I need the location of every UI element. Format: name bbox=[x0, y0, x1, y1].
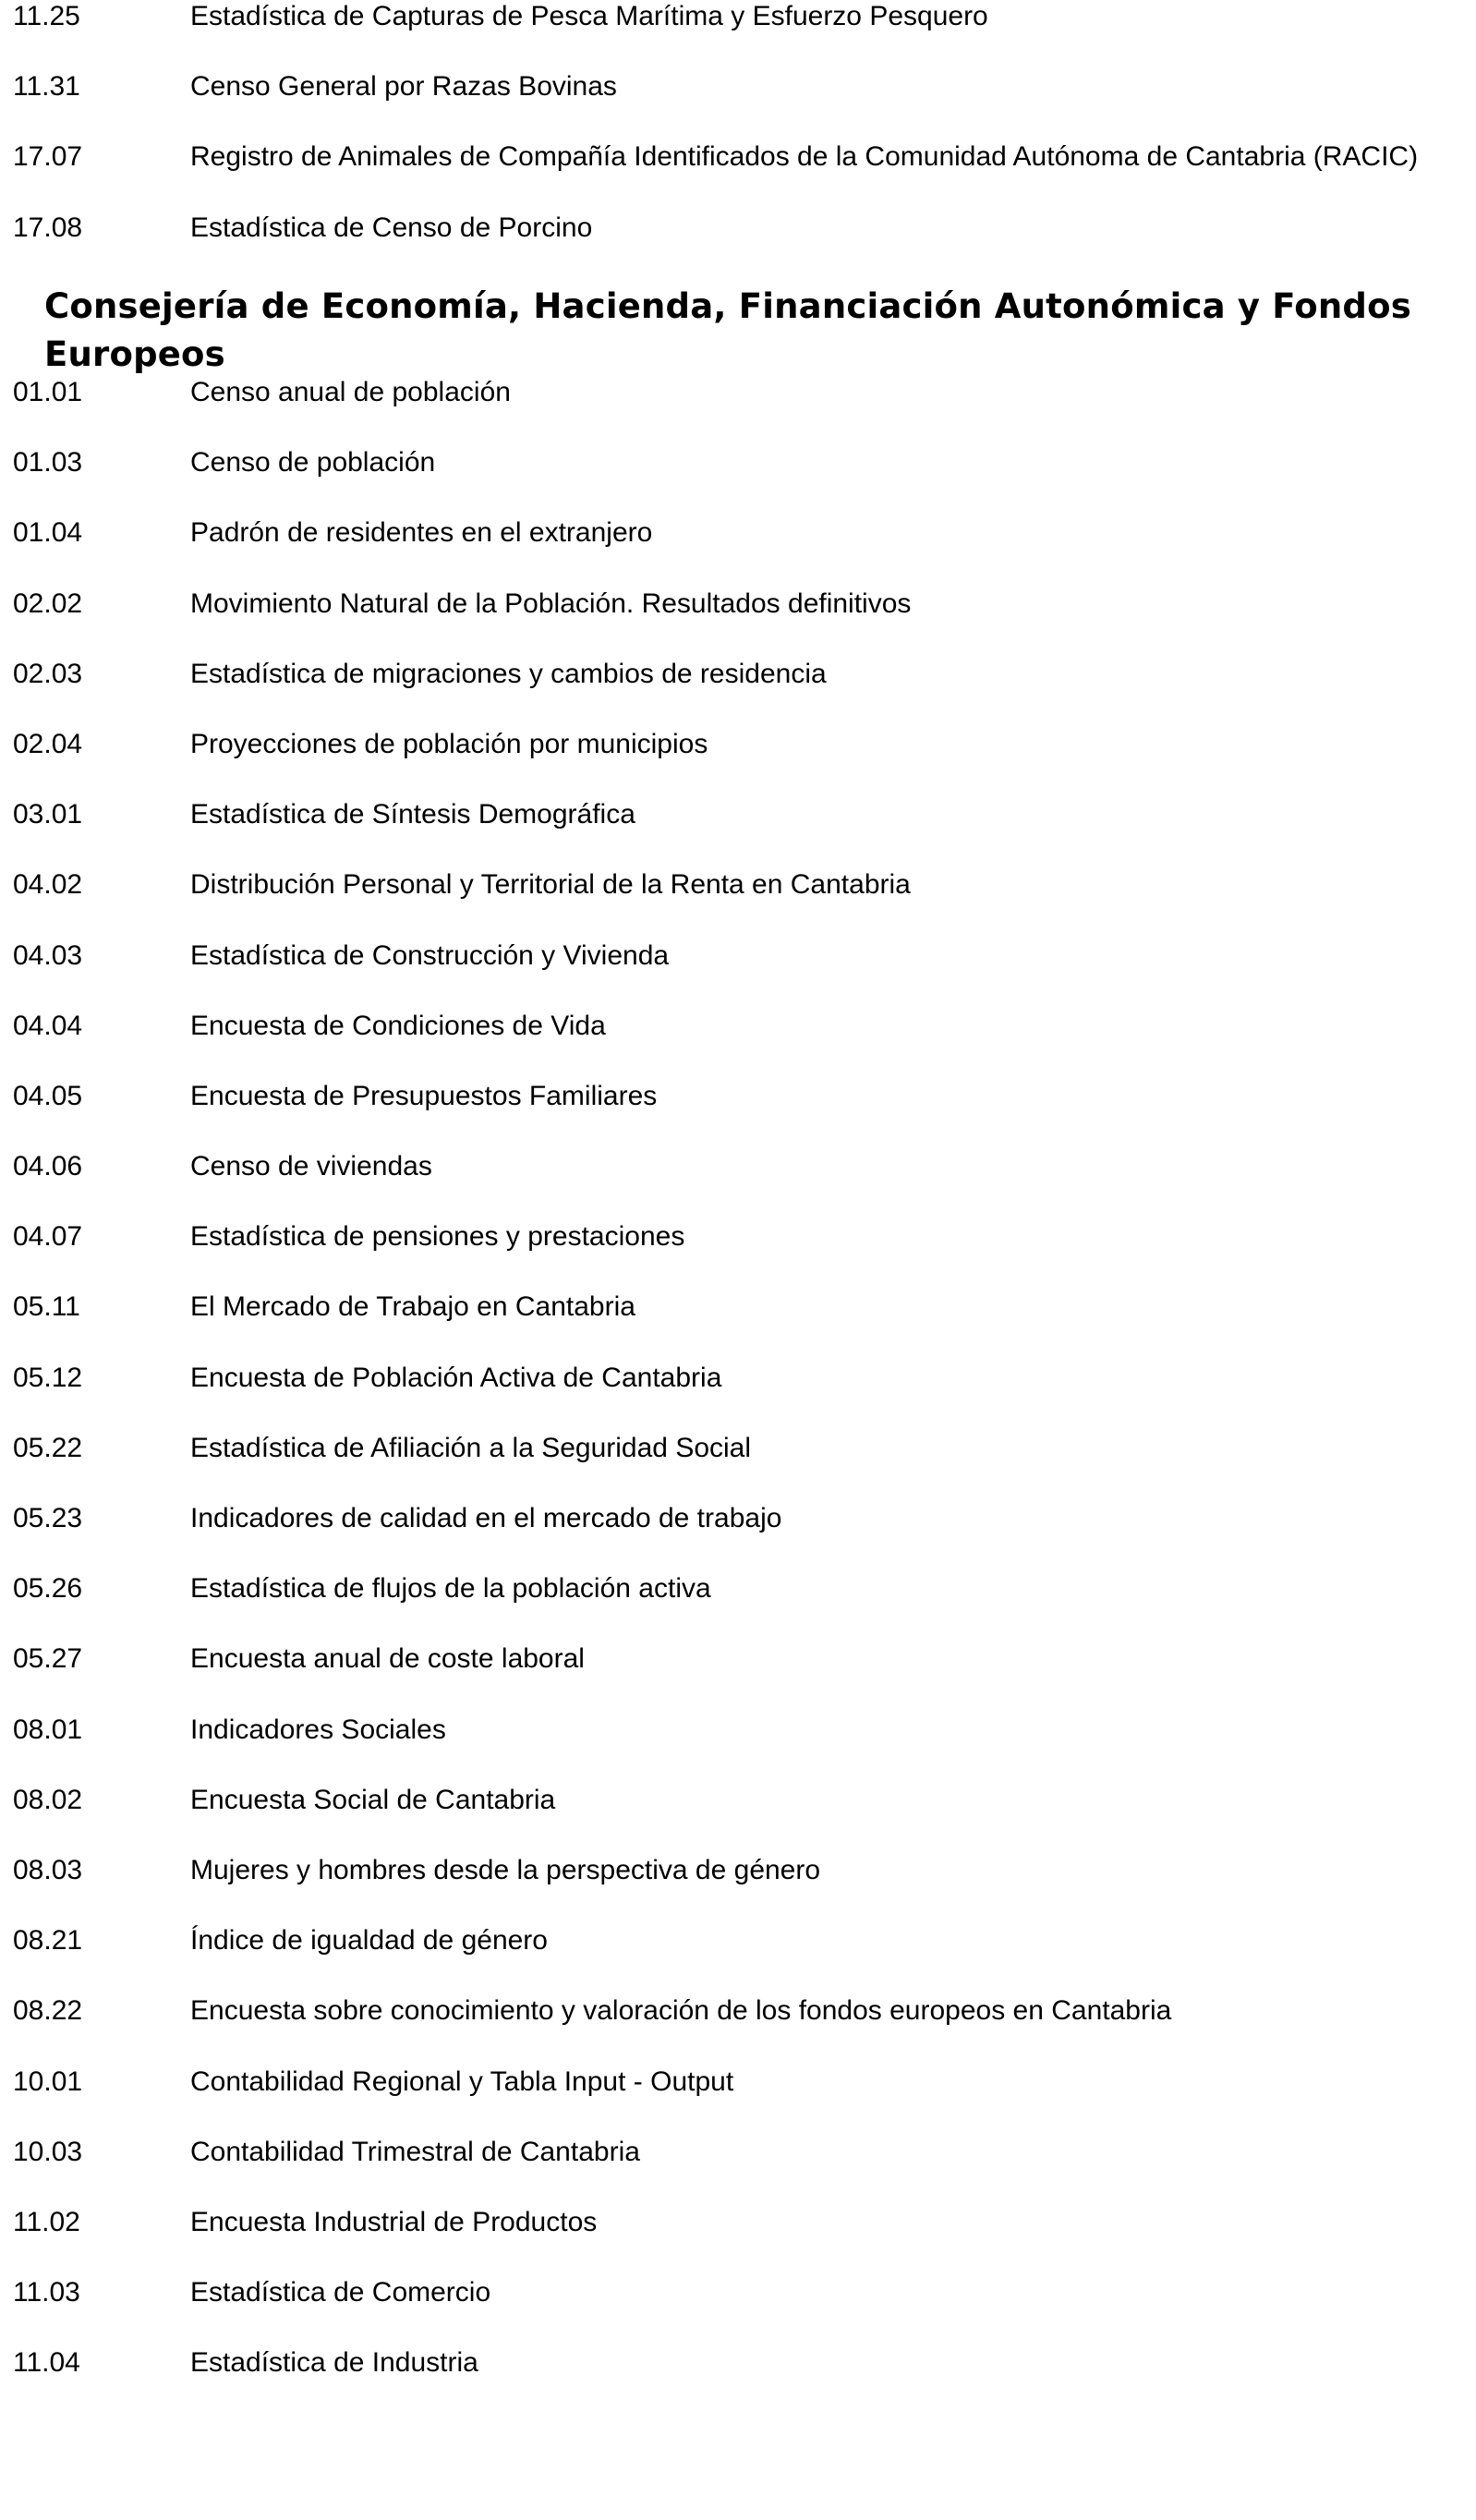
operation-title: Encuesta de Presupuestos Familiares bbox=[190, 1080, 658, 1111]
operation-code: 17.08 bbox=[13, 212, 83, 243]
operation-code: 02.03 bbox=[13, 658, 83, 689]
operation-title: Encuesta anual de coste laboral bbox=[190, 1643, 585, 1675]
operation-code: 11.31 bbox=[13, 71, 80, 103]
operation-code: 01.03 bbox=[13, 447, 83, 479]
list-item bbox=[0, 1994, 1476, 2065]
list-item bbox=[0, 1714, 1476, 1784]
list-item bbox=[0, 1854, 1476, 1924]
operation-code: 11.25 bbox=[13, 1, 80, 31]
operation-code: 05.23 bbox=[13, 1503, 83, 1533]
operation-code: 05.26 bbox=[13, 1573, 83, 1605]
list-item bbox=[0, 1924, 1476, 1994]
operation-title: El Mercado de Trabajo en Cantabria bbox=[190, 1291, 635, 1323]
operation-code: 08.01 bbox=[13, 1714, 83, 1745]
operation-code: 05.11 bbox=[13, 1291, 80, 1323]
list-item bbox=[0, 516, 1476, 587]
list-item bbox=[0, 798, 1476, 868]
operation-code: 10.03 bbox=[13, 2136, 83, 2167]
operation-title: Estadística de flujos de la población activa bbox=[190, 1573, 711, 1605]
list-item bbox=[0, 1150, 1476, 1220]
list-item bbox=[0, 212, 1476, 282]
list-item bbox=[0, 1010, 1476, 1080]
operation-title: Contabilidad Trimestral de Cantabria bbox=[190, 2136, 640, 2167]
operation-title: Movimiento Natural de la Población. Resultados definitivos bbox=[190, 588, 912, 619]
operation-title: Registro de Animales de Compañía Identificados de la Comunidad Autónoma de Cantabria (RACIC) bbox=[190, 141, 1419, 173]
operation-code: 11.03 bbox=[13, 2277, 80, 2308]
list-item bbox=[0, 446, 1476, 516]
operation-title: Encuesta Social de Cantabria bbox=[190, 1784, 556, 1815]
operation-code: 05.22 bbox=[13, 1432, 83, 1463]
list-item bbox=[0, 2136, 1476, 2206]
operation-title: Censo General por Razas Bovinas bbox=[190, 71, 617, 103]
operation-code: 08.03 bbox=[13, 1854, 83, 1885]
operation-title: Estadística de pensiones y prestaciones bbox=[190, 1221, 685, 1253]
operation-title: Estadística de Censo de Porcino bbox=[190, 212, 593, 243]
operation-code: 08.21 bbox=[13, 1925, 83, 1957]
list-item bbox=[0, 2276, 1476, 2346]
list-item bbox=[0, 2206, 1476, 2276]
operation-code: 01.01 bbox=[13, 377, 83, 407]
list-item bbox=[0, 658, 1476, 728]
operation-title: Encuesta de Población Activa de Cantabria bbox=[190, 1362, 722, 1393]
operation-title: Estadística de Capturas de Pesca Marítima y Esfuerzo Pesquero bbox=[190, 1, 988, 31]
operation-code: 02.04 bbox=[13, 728, 83, 759]
list-item bbox=[0, 1432, 1476, 1502]
operation-title: Estadística de Afiliación a la Seguridad Social bbox=[190, 1432, 752, 1463]
list-item bbox=[0, 140, 1476, 211]
list-item bbox=[0, 1784, 1476, 1854]
list-item bbox=[0, 2066, 1476, 2136]
list-item bbox=[0, 728, 1476, 798]
operation-title: Encuesta de Condiciones de Vida bbox=[190, 1010, 606, 1041]
operation-title: Censo anual de población bbox=[190, 377, 511, 407]
operation-title: Censo de viviendas bbox=[190, 1151, 432, 1182]
operation-code: 17.07 bbox=[13, 141, 83, 173]
list-item bbox=[0, 939, 1476, 1010]
operation-code: 05.27 bbox=[13, 1643, 83, 1675]
operation-code: 08.22 bbox=[13, 1995, 83, 2027]
operation-title: Padrón de residentes en el extranjero bbox=[190, 517, 653, 549]
operation-title: Estadística de Síntesis Demográfica bbox=[190, 799, 635, 830]
operation-code: 04.06 bbox=[13, 1151, 83, 1182]
operation-code: 01.04 bbox=[13, 517, 83, 549]
operation-code: 04.04 bbox=[13, 1010, 83, 1041]
operation-title: Índice de igualdad de género bbox=[190, 1925, 548, 1957]
section-heading: Consejería de Economía, Hacienda, Financiación Autonómica y Fondos Europeos bbox=[44, 286, 1411, 374]
operation-title: Estadística de Industria bbox=[190, 2347, 478, 2379]
operation-code: 05.12 bbox=[13, 1362, 83, 1393]
operation-title: Estadística de Construcción y Vivienda bbox=[190, 939, 670, 971]
operation-title: Encuesta sobre conocimiento y valoración de los fondos europeos en Cantabria bbox=[190, 1995, 1172, 2027]
operation-code: 08.02 bbox=[13, 1784, 83, 1815]
operation-code: 04.07 bbox=[13, 1221, 83, 1253]
operation-code: 04.03 bbox=[13, 939, 83, 971]
list-item bbox=[0, 868, 1476, 939]
operation-title: Contabilidad Regional y Tabla Input - Output bbox=[190, 2066, 734, 2097]
operation-code: 11.02 bbox=[13, 2206, 80, 2237]
list-item bbox=[0, 588, 1476, 658]
operation-code: 03.01 bbox=[13, 799, 83, 830]
operation-code: 10.01 bbox=[13, 2066, 83, 2097]
operation-title: Mujeres y hombres desde la perspectiva de género bbox=[190, 1854, 821, 1885]
list-item bbox=[0, 1080, 1476, 1150]
operation-title: Distribución Personal y Territorial de la Renta en Cantabria bbox=[190, 869, 911, 901]
list-item bbox=[0, 1502, 1476, 1572]
statistics-list-economia bbox=[0, 376, 1476, 2417]
operation-title: Proyecciones de población por municipios bbox=[190, 728, 708, 759]
list-item bbox=[0, 1220, 1476, 1290]
list-item bbox=[0, 1642, 1476, 1713]
operation-title: Encuesta Industrial de Productos bbox=[190, 2206, 598, 2237]
list-item bbox=[0, 1290, 1476, 1361]
operation-title: Estadística de Comercio bbox=[190, 2277, 491, 2308]
list-item bbox=[0, 376, 1476, 446]
operation-code: 02.02 bbox=[13, 588, 83, 619]
operation-title: Estadística de migraciones y cambios de residencia bbox=[190, 658, 827, 689]
list-item bbox=[0, 0, 1476, 70]
operation-title: Indicadores de calidad en el mercado de trabajo bbox=[190, 1503, 782, 1533]
operation-code: 04.02 bbox=[13, 869, 83, 901]
list-item bbox=[0, 70, 1476, 140]
operation-title: Indicadores Sociales bbox=[190, 1714, 446, 1745]
list-item bbox=[0, 2346, 1476, 2417]
operation-code: 04.05 bbox=[13, 1080, 83, 1111]
operation-code: 11.04 bbox=[13, 2347, 80, 2379]
operation-title: Censo de población bbox=[190, 447, 436, 479]
list-item bbox=[0, 1362, 1476, 1432]
list-item bbox=[0, 1572, 1476, 1642]
statistics-list-top bbox=[0, 0, 1476, 282]
